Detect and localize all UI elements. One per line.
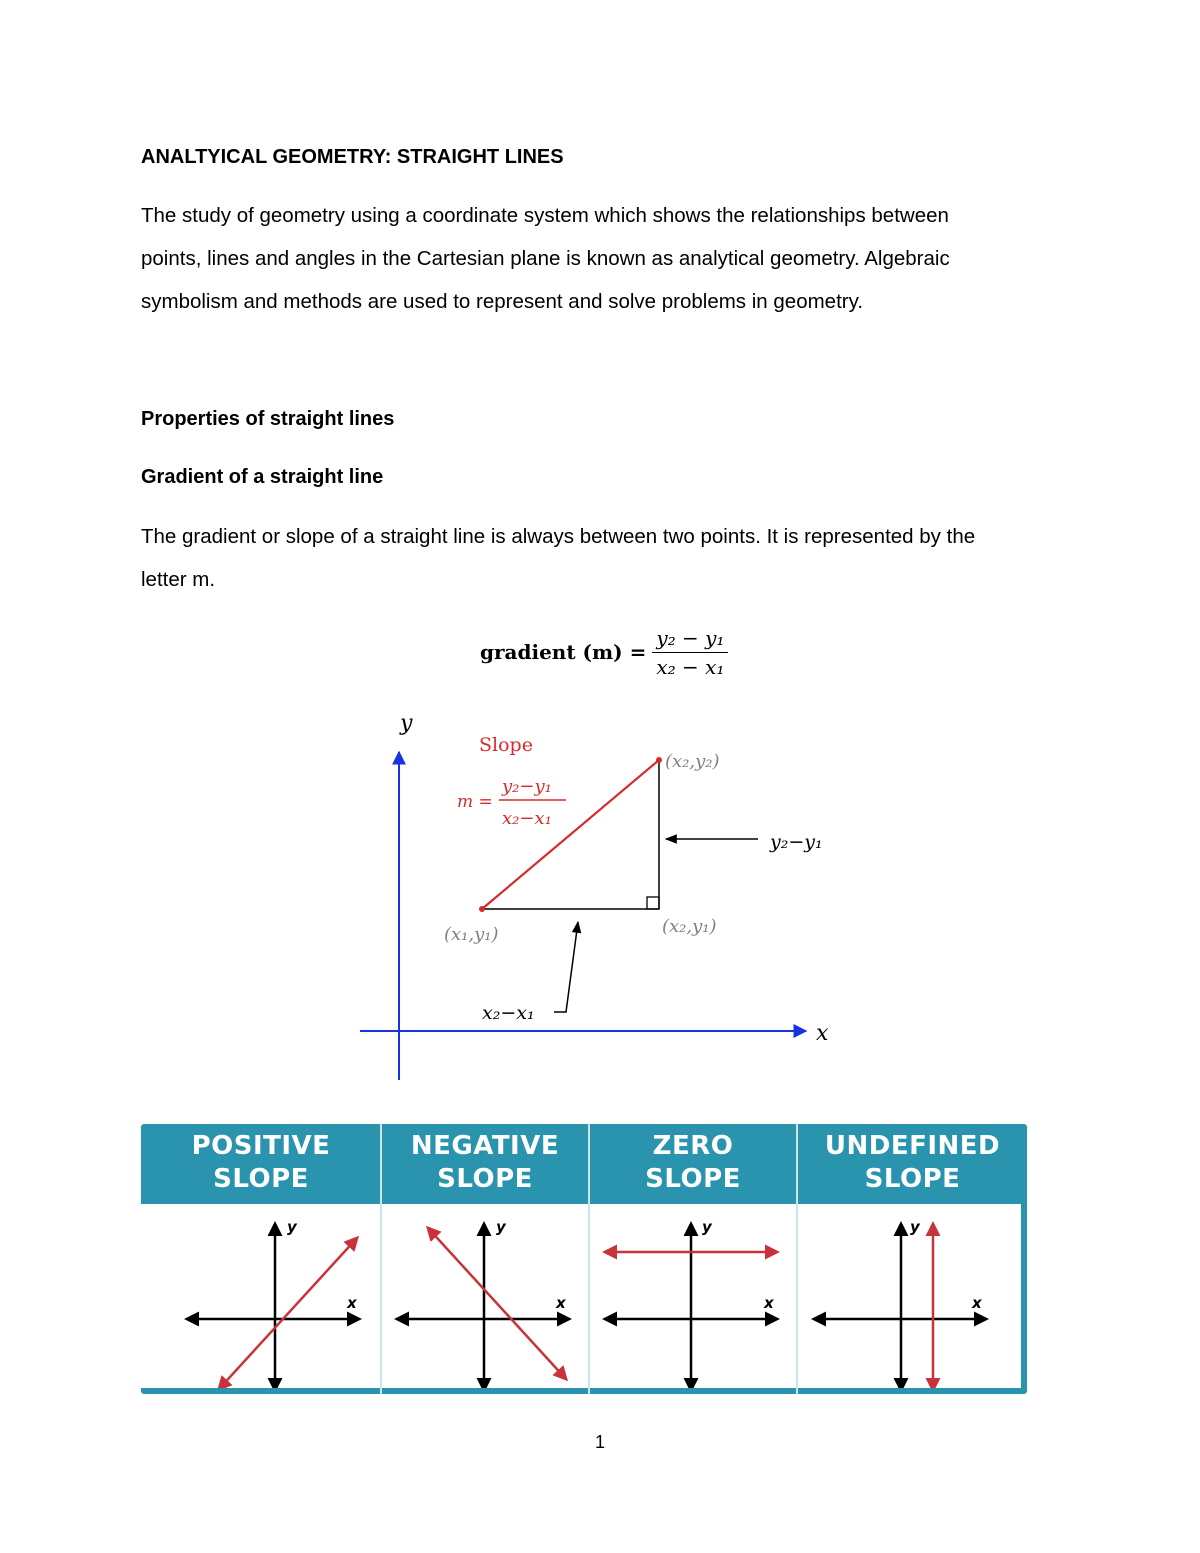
positive-slope-header [141, 1124, 381, 1202]
rise-label: y₂−y₁ [770, 831, 823, 853]
slope-diagram [340, 700, 860, 1090]
y-axis-label: y [400, 711, 413, 736]
slope-m-label: m = [457, 792, 493, 812]
right-angle-marker [647, 897, 659, 909]
y-label: y [496, 1218, 506, 1236]
positive-slope-title-1: POSITIVE [191, 1131, 331, 1161]
positive-slope-title-2: SLOPE [213, 1164, 309, 1194]
zero-slope-title-2: SLOPE [645, 1164, 741, 1194]
formula-numerator: y₂ − y₁ [652, 624, 728, 653]
formula-denominator: x₂ − x₁ [656, 654, 725, 679]
x-label: x [347, 1294, 357, 1312]
gradient-text-line-1: The gradient or slope of a straight line is always between two points. It is represented by the [141, 525, 976, 548]
gradient-formula [480, 620, 728, 684]
zero-slope-title-1: ZERO [652, 1131, 734, 1161]
slope-numerator: y₂−y₁ [502, 776, 552, 797]
zero-slope-svg [590, 1204, 796, 1388]
negative-slope-column [382, 1124, 588, 1394]
run-label: x₂−x₁ [482, 1002, 535, 1024]
gradient-text-line-2: letter m. [141, 568, 216, 591]
intro-line-2: points, lines and angles in the Cartesian plane is known as analytical geometry. Algebraic [141, 247, 950, 270]
point-2-dot [656, 757, 662, 763]
point-1-dot [479, 906, 485, 912]
undefined-slope-graph [798, 1204, 1021, 1388]
undefined-slope-column [798, 1124, 1027, 1394]
negative-slope-line [428, 1228, 566, 1379]
slope-types-table [141, 1124, 1027, 1394]
point-2-label: (x₂,y₂) [665, 751, 720, 772]
undefined-slope-title-1: UNDEFINED [824, 1131, 1001, 1161]
x-label: x [556, 1294, 566, 1312]
subsection-heading: Gradient of a straight line [141, 466, 384, 488]
page-number: 1 [594, 1432, 605, 1452]
y-label: y [702, 1218, 712, 1236]
negative-slope-svg [382, 1204, 588, 1388]
positive-slope-svg [141, 1204, 381, 1388]
slope-denominator: x₂−x₁ [502, 808, 552, 829]
intro-line-3: symbolism and methods are used to represent and solve problems in geometry. [141, 290, 864, 313]
undefined-slope-svg [798, 1204, 1021, 1388]
positive-slope-column [141, 1124, 381, 1394]
x-axis-label: x [816, 1021, 829, 1046]
negative-slope-title-1: NEGATIVE [410, 1131, 560, 1161]
undefined-slope-header [798, 1124, 1027, 1202]
formula-fraction [652, 624, 728, 681]
slope-title: Slope [479, 734, 533, 756]
x-label: x [972, 1294, 982, 1312]
page-title: ANALTYICAL GEOMETRY: STRAIGHT LINES [141, 146, 564, 168]
y-label: y [287, 1218, 297, 1236]
zero-slope-header [590, 1124, 796, 1202]
zero-slope-graph [590, 1204, 796, 1388]
negative-slope-graph [382, 1204, 588, 1388]
negative-slope-header [382, 1124, 588, 1202]
formula-lhs: gradient (m) = [480, 640, 647, 664]
intro-line-1: The study of geometry using a coordinate system which shows the relationships between [141, 204, 949, 227]
x-label: x [764, 1294, 774, 1312]
point-1-label: (x₁,y₁) [444, 924, 499, 945]
zero-slope-column [590, 1124, 796, 1394]
positive-slope-graph [141, 1204, 381, 1388]
positive-slope-line [219, 1238, 357, 1388]
run-pointer-arrow [554, 922, 578, 1012]
corner-point-label: (x₂,y₁) [662, 916, 717, 937]
y-label: y [910, 1218, 920, 1236]
undefined-slope-title-2: SLOPE [864, 1164, 961, 1194]
negative-slope-title-2: SLOPE [437, 1164, 533, 1194]
section-heading: Properties of straight lines [141, 408, 395, 430]
